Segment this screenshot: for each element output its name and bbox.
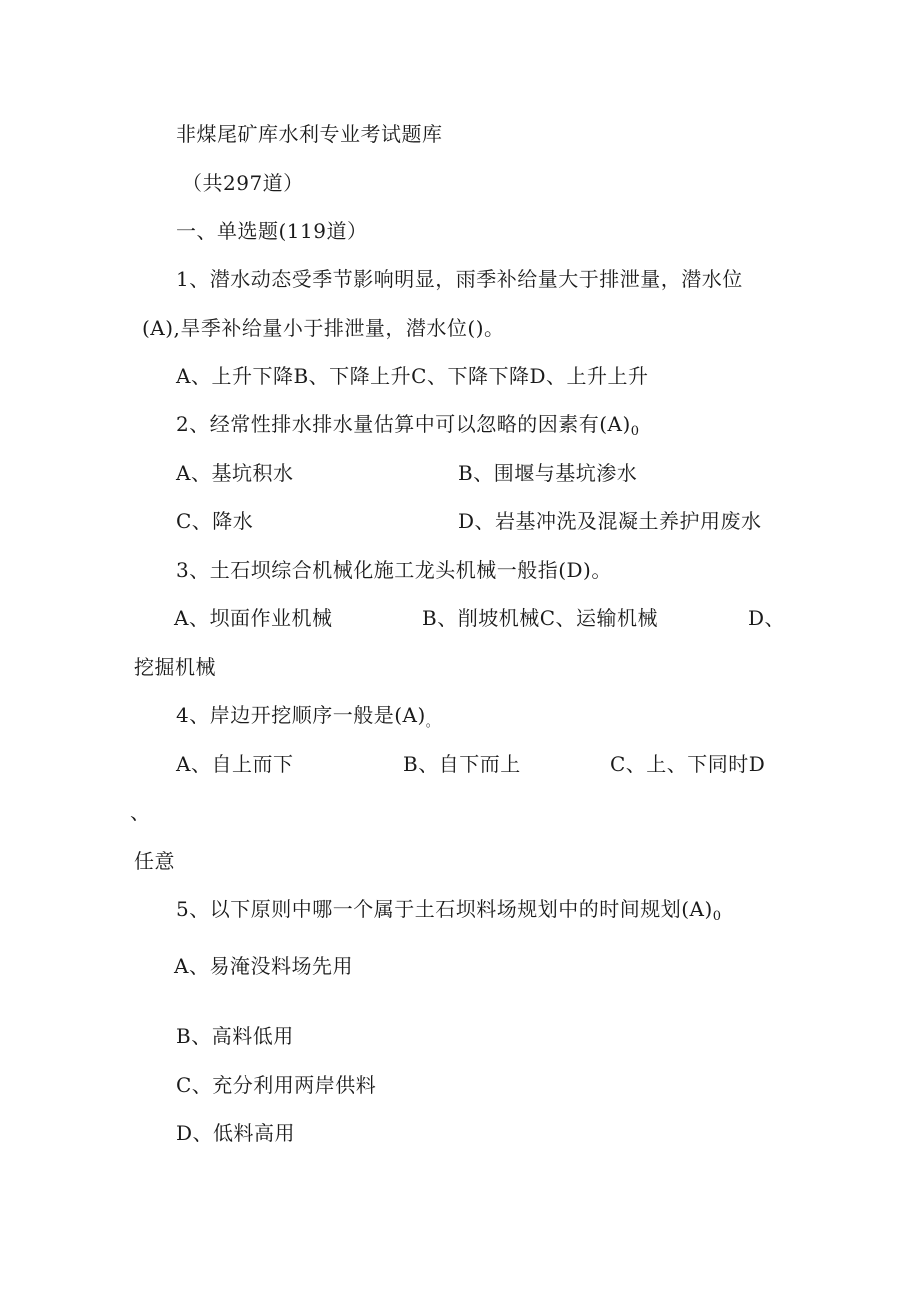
q4-stem xyxy=(176,703,439,735)
q4-option-cd: C、上、下同时D xyxy=(610,752,766,776)
q2-option-c: C、降水 xyxy=(176,509,254,533)
q2-option-a: A、基坑积水 xyxy=(176,461,294,485)
q4-option-d-text: 任意 xyxy=(134,849,175,873)
q3-option-bc: B、削坡机械C、运输机械 xyxy=(422,606,658,630)
q1-stem-line1: 1、潜水动态受季节影响明显，雨季补给量大于排泄量，潜水位 xyxy=(176,267,743,291)
question-total: （共297道） xyxy=(182,171,304,195)
q3-option-d-text: 挖掘机械 xyxy=(134,655,216,679)
section-heading: 一、单选题(119道） xyxy=(176,219,368,243)
q4-option-b: B、自下而上 xyxy=(403,752,521,776)
q5-option-b: B、高料低用 xyxy=(176,1024,294,1048)
q5-option-d: D、低料高用 xyxy=(176,1121,296,1145)
q2-stem xyxy=(176,412,640,444)
q3-stem: 3、土石坝综合机械化施工龙头机械一般指(D)。 xyxy=(176,558,612,582)
q5-option-a: A、易淹没料场先用 xyxy=(174,954,353,978)
q1-options: A、上升下降B、下降上升C、下降下降D、上升上升 xyxy=(176,364,649,388)
q2-option-d: D、岩基冲洗及混凝土养护用废水 xyxy=(458,509,762,533)
q5-stem xyxy=(176,897,722,929)
q2-stem-end: 0 xyxy=(630,424,640,439)
q4-option-d-mark: 、 xyxy=(130,800,151,824)
q5-option-c: C、充分利用两岸供料 xyxy=(176,1073,377,1097)
q3-option-a: A、坝面作业机械 xyxy=(174,606,333,630)
q1-stem-line2: (A),旱季补给量小于排泄量，潜水位()。 xyxy=(142,316,505,340)
q4-stem-text: 4、岸边开挖顺序一般是(A) xyxy=(176,703,426,727)
document-title: 非煤尾矿库水利专业考试题库 xyxy=(176,122,443,146)
q2-stem-text: 2、经常性排水排水量估算中可以忽略的因素有(A) xyxy=(176,412,631,436)
q2-option-b: B、围堰与基坑渗水 xyxy=(458,461,638,485)
q5-stem-text: 5、以下原则中哪一个属于土石坝料场规划中的时间规划(A) xyxy=(176,897,713,921)
q4-option-a: A、自上而下 xyxy=(176,752,294,776)
q3-option-d-label: D、 xyxy=(748,606,786,630)
q5-stem-end: 0 xyxy=(712,909,722,924)
q4-stem-end: 。 xyxy=(425,715,440,730)
